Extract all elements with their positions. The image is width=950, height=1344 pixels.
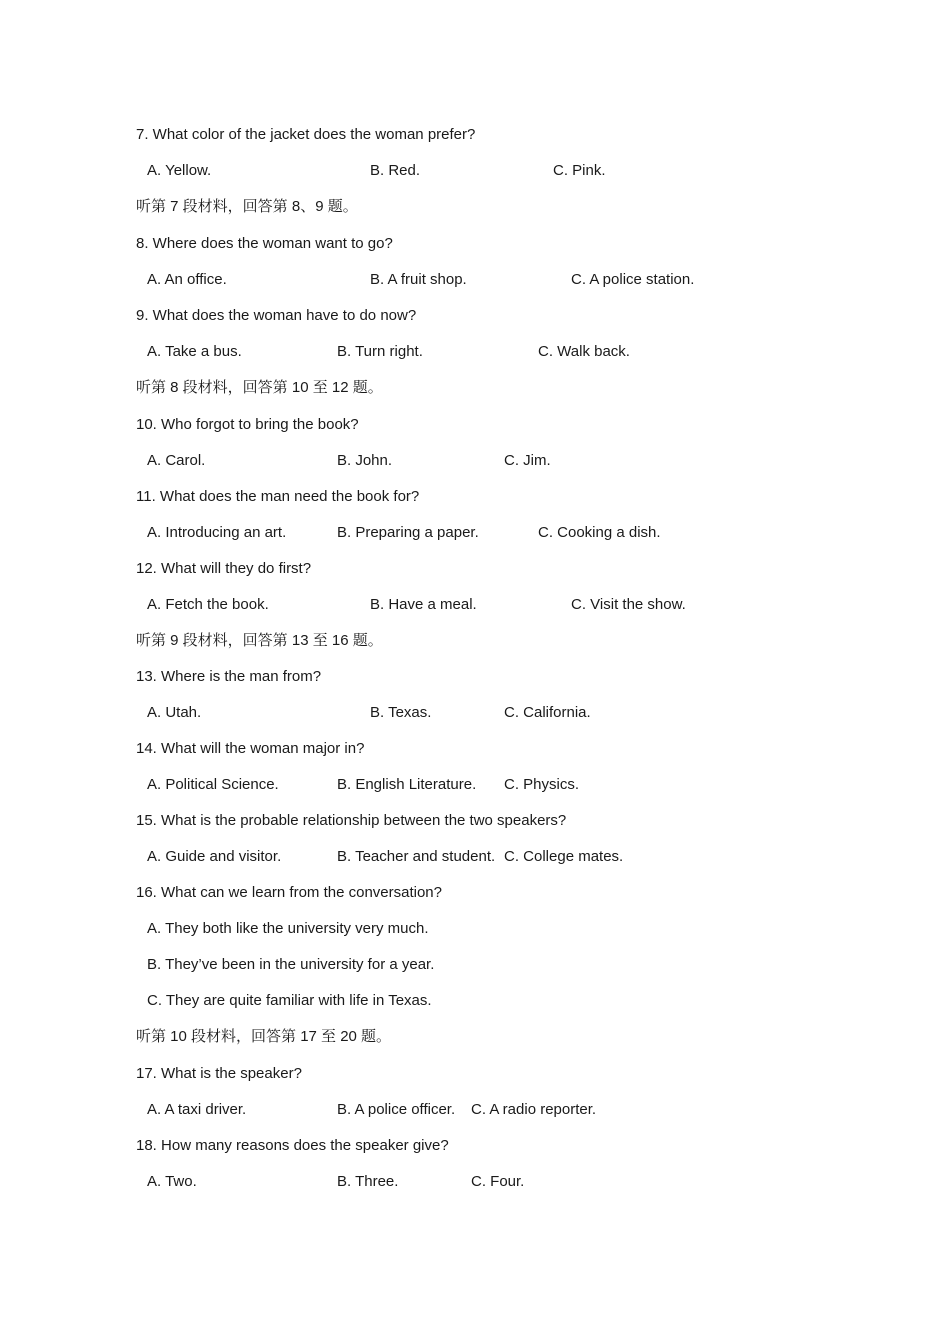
question-17: 17. What is the speaker?	[136, 1065, 302, 1082]
section-heading-9: 听第 9 段材料，回答第 13 至 16 题。	[136, 632, 383, 649]
option-b: B. Three.	[337, 1173, 399, 1190]
question-9: 9. What does the woman have to do now?	[136, 307, 417, 324]
option-b: B. Have a meal.	[370, 596, 477, 613]
option-b: B. John.	[337, 452, 393, 469]
option-a: A. A taxi driver.	[147, 1101, 247, 1118]
question-18: 18. How many reasons does the speaker give?	[136, 1137, 449, 1154]
question-11: 11. What does the man need the book for?	[136, 488, 420, 505]
option-c: C. A radio reporter.	[471, 1101, 597, 1118]
option-b: B. They’ve been in the university for a year.	[147, 956, 435, 973]
option-c: C. Jim.	[504, 452, 551, 469]
option-c: C. Walk back.	[538, 343, 630, 360]
option-a: A. Take a bus.	[147, 343, 242, 360]
option-a: A. Two.	[147, 1173, 197, 1190]
option-b: B. Texas.	[370, 704, 432, 721]
question-8: 8. Where does the woman want to go?	[136, 235, 393, 252]
option-b: B. Turn right.	[337, 343, 423, 360]
option-b: B. Red.	[370, 162, 421, 179]
option-a: A. An office.	[147, 271, 227, 288]
option-b: B. A police officer.	[337, 1101, 456, 1118]
option-c: C. A police station.	[571, 271, 695, 288]
option-c: C. Physics.	[504, 776, 580, 793]
option-a: A. Introducing an art.	[147, 524, 287, 541]
option-a: A. They both like the university very much.	[147, 920, 429, 937]
question-7: 7. What color of the jacket does the woman prefer?	[136, 126, 476, 143]
option-a: A. Yellow.	[147, 162, 212, 179]
option-a: A. Political Science.	[147, 776, 279, 793]
section-heading-10: 听第 10 段材料，回答第 17 至 20 题。	[136, 1028, 392, 1045]
question-12: 12. What will they do first?	[136, 560, 312, 577]
option-a: A. Utah.	[147, 704, 202, 721]
option-a: A. Guide and visitor.	[147, 848, 282, 865]
option-c: C. Cooking a dish.	[538, 524, 661, 541]
option-b: B. A fruit shop.	[370, 271, 467, 288]
question-15: 15. What is the probable relationship between the two speakers?	[136, 812, 567, 829]
option-b: B. Teacher and student.	[337, 848, 496, 865]
option-c: C. Visit the show.	[571, 596, 686, 613]
option-c: C. They are quite familiar with life in Texas.	[147, 992, 432, 1009]
section-heading-8: 听第 8 段材料，回答第 10 至 12 题。	[136, 379, 383, 396]
question-16: 16. What can we learn from the conversation?	[136, 884, 442, 901]
question-13: 13. Where is the man from?	[136, 668, 322, 685]
question-14: 14. What will the woman major in?	[136, 740, 365, 757]
option-c: C. College mates.	[504, 848, 624, 865]
question-10: 10. Who forgot to bring the book?	[136, 416, 359, 433]
option-c: C. Four.	[471, 1173, 525, 1190]
option-a: A. Carol.	[147, 452, 206, 469]
option-a: A. Fetch the book.	[147, 596, 269, 613]
section-heading-7: 听第 7 段材料，回答第 8、9 题。	[136, 198, 358, 215]
option-b: B. English Literature.	[337, 776, 477, 793]
option-c: C. California.	[504, 704, 591, 721]
option-b: B. Preparing a paper.	[337, 524, 479, 541]
option-c: C. Pink.	[553, 162, 606, 179]
